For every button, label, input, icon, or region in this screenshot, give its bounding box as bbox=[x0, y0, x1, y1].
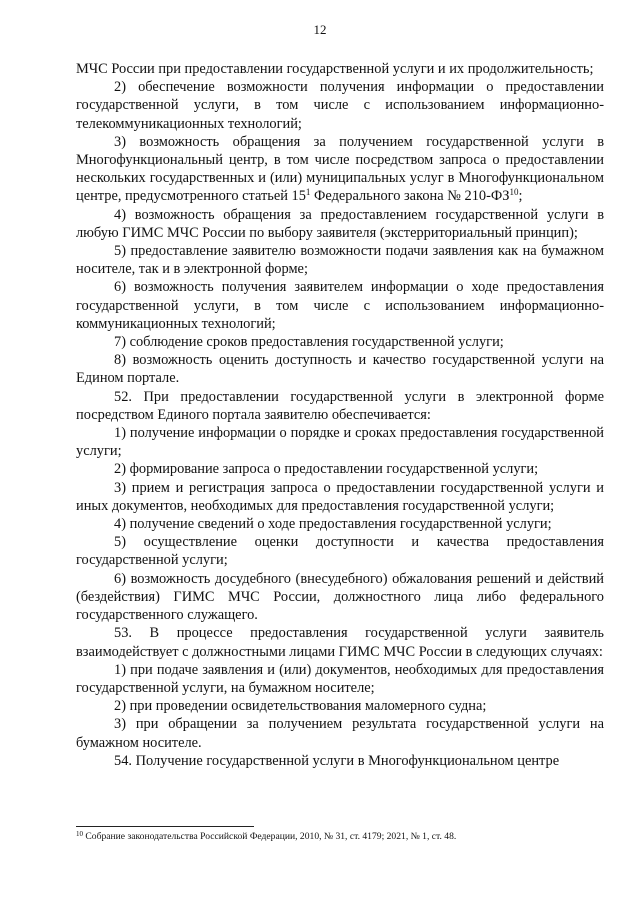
paragraph: 7) соблюдение сроков предоставления государственной услуги; bbox=[114, 334, 504, 351]
paragraph-text: 3) возможность обращения за получением государственной услуги в Многофункциональный центр, в том числе посредством запроса о предоставлении нескольких государственных и (или) муниципальных услуг в Многофункциональном центре, предусмотренного статьей 15 bbox=[76, 133, 604, 205]
paragraph: 2) при проведении освидетельствования маломерного судна; bbox=[114, 698, 487, 715]
paragraph: 4) возможность обращения за предоставлением государственной услуги в любую ГИМС МЧС России по выбору заявителя (экстерриториальный принцип); bbox=[76, 206, 604, 241]
paragraph: 2) формирование запроса о предоставлении государственной услуги; bbox=[114, 461, 539, 478]
paragraph: 1) получение информации о порядке и сроках предоставления государственной услуги; bbox=[76, 425, 604, 460]
paragraph: 52. При предоставлении государственной услуги в электронной форме посредством Единого портала заявителю обеспечивается: bbox=[76, 388, 604, 423]
paragraph: 6) возможность получения заявителем информации о ходе предоставления государственной услуги, в том числе с использованием информационно-коммуникационных технологий; bbox=[76, 279, 604, 332]
paragraph: 3) при обращении за получением результата государственной услуги на бумажном носителе. bbox=[76, 716, 604, 751]
paragraph: 5) осуществление оценки доступности и качества предоставления государственной услуги; bbox=[76, 534, 604, 569]
paragraph: 53. В процессе предоставления государственной услуги заявитель взаимодействует с должностными лицами ГИМС МЧС России в следующих случаях: bbox=[76, 625, 604, 660]
paragraph: 8) возможность оценить доступность и качество государственной услуги на Едином портале. bbox=[76, 352, 604, 387]
footnote-text: Собрание законодательства Российской Федерации, 2010, № 31, ст. 4179; 2021, № 1, ст. 48. bbox=[83, 831, 457, 842]
paragraph-text: Федерального закона № 210-ФЗ bbox=[310, 188, 510, 205]
page-number: 12 bbox=[313, 22, 327, 37]
footnote-marker: 10 bbox=[76, 830, 83, 838]
body-text bbox=[76, 60, 604, 770]
footnote-reference: 10 bbox=[509, 187, 519, 198]
paragraph: 3) прием и регистрация запроса о предоставлении государственной услуги и иных документов, необходимых для предоставления государственной услуги; bbox=[76, 479, 604, 514]
footnote bbox=[76, 831, 604, 843]
paragraph: 5) предоставление заявителю возможности подачи заявления как на бумажном носителе, так и в электронной форме; bbox=[76, 243, 604, 278]
paragraph: 2) обеспечение возможности получения информации о предоставлении государственной услуги, в том числе с использованием информационно-телекоммуникационных технологий; bbox=[76, 79, 604, 132]
paragraph: 6) возможность досудебного (внесудебного) обжалования решений и действий (бездействия) ГИМС МЧС России, должностного лица либо федерального государственного служащего. bbox=[76, 570, 604, 624]
paragraph: 4) получение сведений о ходе предоставления государственной услуги; bbox=[114, 516, 552, 533]
footnote-divider bbox=[76, 826, 254, 827]
paragraph: МЧС России при предоставлении государственной услуги и их продолжительность; bbox=[76, 61, 594, 77]
paragraph: 54. Получение государственной услуги в Многофункциональном центре bbox=[114, 752, 560, 769]
superscript: 1 bbox=[305, 187, 311, 198]
paragraph: 1) при подаче заявления и (или) документов, необходимых для предоставления государственной услуги, на бумажном носителе; bbox=[76, 661, 604, 696]
paragraph-text: ; bbox=[518, 188, 523, 205]
paragraph bbox=[76, 133, 604, 206]
